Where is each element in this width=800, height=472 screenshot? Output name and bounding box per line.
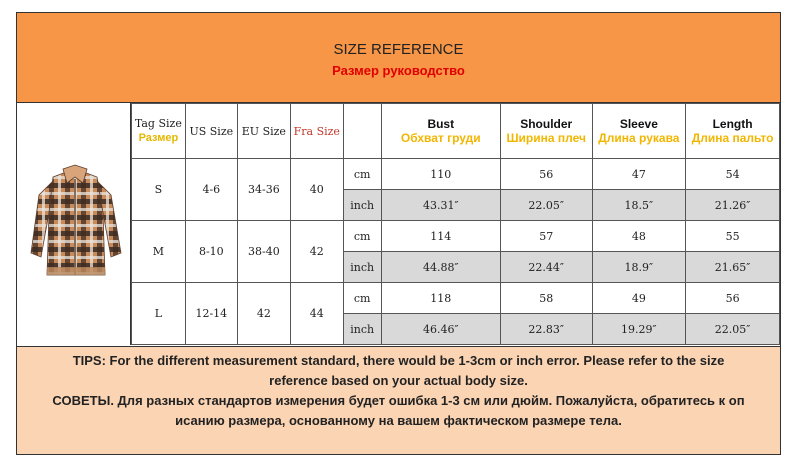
length-ru-label: Длина пальто — [691, 131, 774, 145]
unit-cell: inch — [343, 190, 381, 221]
length-inch-cell: 21.65″ — [686, 252, 780, 283]
tips-en-line-2: reference based on your actual body size. — [269, 373, 528, 388]
tag-size-ru-label: Размер — [138, 132, 179, 144]
length-inch-cell: 21.26″ — [686, 190, 780, 221]
bust-inch-cell: 44.88″ — [381, 252, 500, 283]
unit-cell: inch — [343, 252, 381, 283]
col-tag-size — [132, 104, 186, 159]
table-row — [132, 159, 780, 190]
tag-size-cell: L — [132, 283, 186, 345]
col-eu-size: EU Size — [237, 104, 290, 159]
eu-size-cell: 38-40 — [237, 221, 290, 283]
tag-size-label: Tag Size — [134, 117, 182, 130]
page-subtitle: Размер руководство — [332, 63, 465, 78]
header-banner — [17, 13, 780, 103]
unit-cell: inch — [343, 314, 381, 345]
table-row — [132, 221, 780, 252]
length-inch-cell: 22.05″ — [686, 314, 780, 345]
col-sleeve — [592, 104, 686, 159]
page-title: SIZE REFERENCE — [333, 41, 464, 58]
fra-size-label: Fra Size — [293, 124, 340, 138]
col-us-size: US Size — [185, 104, 237, 159]
size-table — [131, 103, 780, 345]
us-size-cell: 4-6 — [185, 159, 237, 221]
tag-size-cell: S — [132, 159, 186, 221]
sleeve-inch-cell: 18.5″ — [592, 190, 686, 221]
fra-size-cell: 44 — [290, 283, 343, 345]
shoulder-cm-cell: 57 — [500, 221, 592, 252]
sleeve-ru-label: Длина рукава — [598, 131, 680, 145]
col-length — [686, 104, 780, 159]
bust-inch-cell: 43.31″ — [381, 190, 500, 221]
tips-ru-line-1: СОВЕТЫ. Для разных стандартов измерения будет ошибка 1-3 см или дюйм. Пожалуйста, обратитесь к оп — [52, 393, 745, 408]
shoulder-cm-cell: 56 — [500, 159, 592, 190]
tips-en-line-1: TIPS: For the different measurement standard, there would be 1-3cm or inch error. Please refer to the size — [72, 353, 725, 368]
tips-section — [17, 346, 780, 454]
bust-cm-cell: 110 — [381, 159, 500, 190]
bust-cm-cell: 114 — [381, 221, 500, 252]
sleeve-inch-cell: 18.9″ — [592, 252, 686, 283]
sleeve-cm-cell: 48 — [592, 221, 686, 252]
bust-ru-label: Обхват груди — [400, 131, 481, 145]
length-cm-cell: 55 — [686, 221, 780, 252]
length-cm-cell: 56 — [686, 283, 780, 314]
header-row — [132, 104, 780, 159]
unit-cell: cm — [343, 221, 381, 252]
shoulder-inch-cell: 22.83″ — [500, 314, 592, 345]
us-size-cell: 12-14 — [185, 283, 237, 345]
bust-label: Bust — [427, 117, 455, 131]
table-row — [132, 283, 780, 314]
shoulder-ru-label: Ширина плеч — [506, 131, 586, 145]
length-label: Length — [712, 117, 753, 131]
tag-size-cell: M — [132, 221, 186, 283]
product-image-cell — [17, 103, 131, 345]
shoulder-label: Shoulder — [520, 117, 573, 131]
col-bust — [381, 104, 500, 159]
unit-cell: cm — [343, 283, 381, 314]
sleeve-label: Sleeve — [619, 117, 658, 131]
length-cm-cell: 54 — [686, 159, 780, 190]
col-fra-size — [290, 104, 343, 159]
tips-ru-line-2: исанию размера, основанному на вашем фактическом размере тела. — [175, 413, 622, 428]
shoulder-cm-cell: 58 — [500, 283, 592, 314]
col-unit — [343, 104, 381, 159]
shoulder-inch-cell: 22.05″ — [500, 190, 592, 221]
shoulder-inch-cell: 22.44″ — [500, 252, 592, 283]
eu-size-cell: 34-36 — [237, 159, 290, 221]
sleeve-cm-cell: 47 — [592, 159, 686, 190]
us-size-cell: 8-10 — [185, 221, 237, 283]
eu-size-cell: 42 — [237, 283, 290, 345]
fra-size-cell: 42 — [290, 221, 343, 283]
bust-inch-cell: 46.46″ — [381, 314, 500, 345]
bust-cm-cell: 118 — [381, 283, 500, 314]
sleeve-cm-cell: 49 — [592, 283, 686, 314]
unit-cell: cm — [343, 159, 381, 190]
plaid-jacket-icon — [17, 103, 131, 345]
sleeve-inch-cell: 19.29″ — [592, 314, 686, 345]
fra-size-cell: 40 — [290, 159, 343, 221]
col-shoulder — [500, 104, 592, 159]
size-chart — [16, 12, 781, 455]
